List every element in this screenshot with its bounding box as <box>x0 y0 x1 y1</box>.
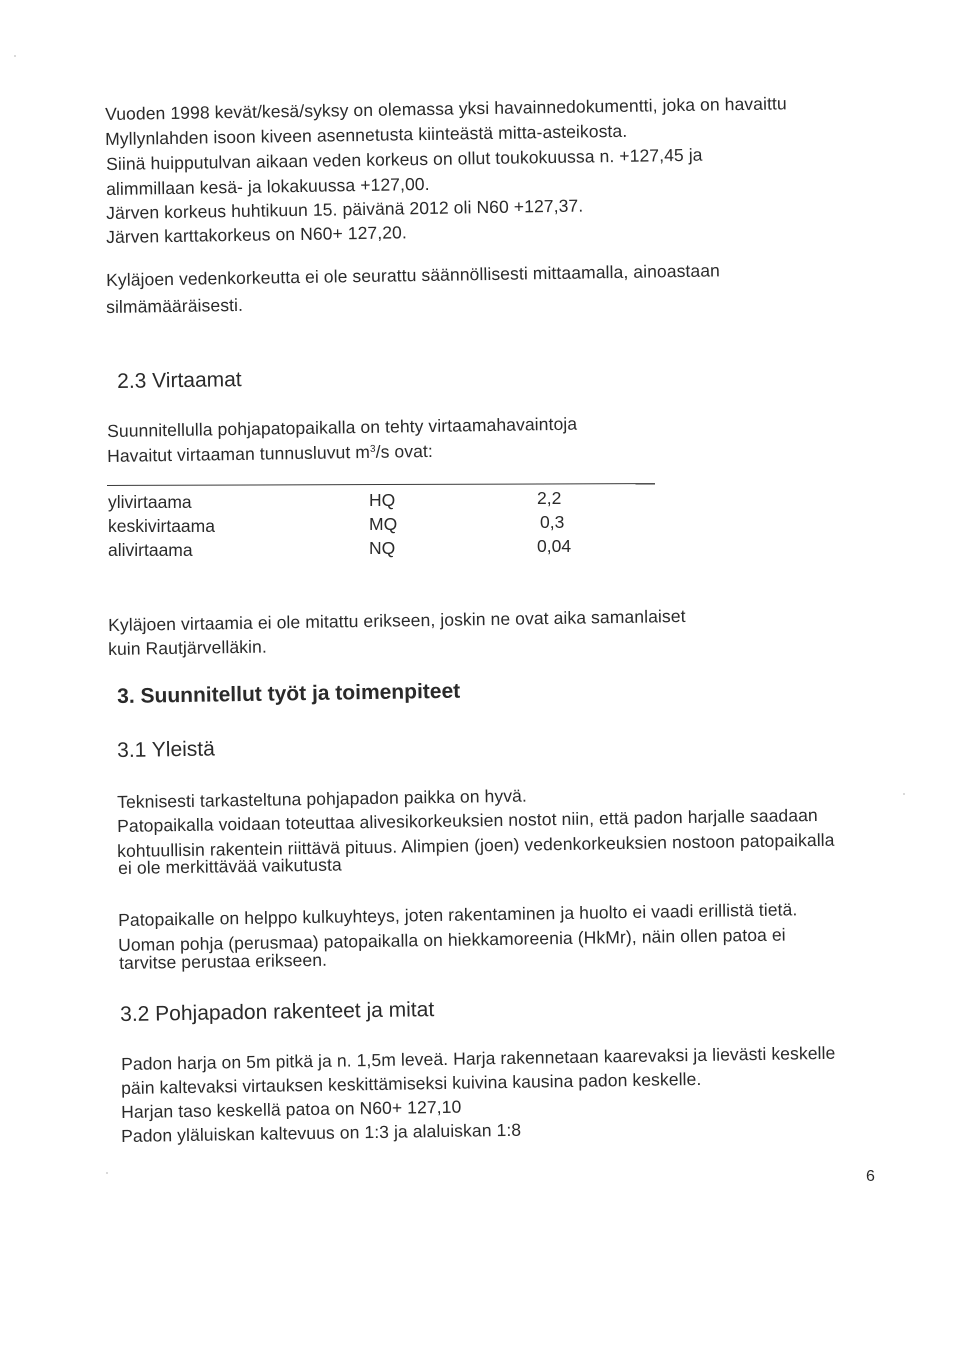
flow-note-line-2: kuin Rautjärvelläkin. <box>107 636 267 659</box>
intro-line-2: Myllynlahden isoon kiveen asennetusta kiinteästä mitta-asteikosta. <box>104 120 628 149</box>
scan-speck <box>106 1172 108 1174</box>
intro-line-1: Vuoden 1998 kevät/kesä/syksy on olemassa yksi havainnedokumentti, joka on havaittu <box>104 93 787 124</box>
structure-line-3: Harjan taso keskellä patoa on N60+ 127,10 <box>120 1096 462 1122</box>
flow-note-line-1: Kyläjoen virtaamia ei ole mitattu erikseen, joskin ne ovat aika samanlaiset <box>107 605 686 635</box>
table-row-3-name: alivirtaama <box>108 540 193 560</box>
general-para1-line-1: Teknisesti tarkasteltuna pohjapadon paikka on hyvä. <box>116 785 528 812</box>
flow-units-superscript: 3 <box>369 443 376 455</box>
table-row-1-value: 2,2 <box>537 488 562 508</box>
table-row-2-code: MQ <box>369 514 398 534</box>
flow-observation-line: Suunnitellulla pohjapatopaikalla on tehty virtaamahavaintoja <box>106 413 578 441</box>
general-para2-line-2: Uoman pohja (perusmaa) patopaikalla on hiekkamoreenia (HkMr), näin ollen patoa ei <box>117 924 786 955</box>
intro-line-6: Järven karttakorkeus on N60+ 127,20. <box>105 222 408 247</box>
general-para2-line-1: Patopaikalle on helppo kulkuyhteys, joten rakentaminen ja huolto ei vaadi erillistä tietä. <box>117 899 798 930</box>
intro-line-3: Siinä huipputulvan aikaan veden korkeus on ollut toukokuussa n. +127,45 ja <box>105 144 703 174</box>
page-number: 6 <box>866 1168 875 1185</box>
table-row-2-name: keskivirtaama <box>108 516 215 536</box>
table-top-rule <box>107 483 655 486</box>
kylajoki-level-line-2: silmämääräisesti. <box>105 294 244 317</box>
intro-line-5: Järven korkeus huhtikuun 15. päivänä 2012 oli N60 +127,37. <box>105 195 584 223</box>
intro-line-4: alimmillaan kesä- ja lokakuussa +127,00. <box>105 173 430 199</box>
structure-line-2: päin kaltevaksi virtauksen keskittämiseksi kuivina kausina padon keskelle. <box>120 1068 702 1098</box>
table-row-2-value: 0,3 <box>540 512 565 532</box>
section-3-heading: 3. Suunnitellut työt ja toimenpiteet <box>116 679 461 708</box>
table-row-1-code: HQ <box>369 490 396 510</box>
general-para1-line-4: ei ole merkittävää vaikutusta <box>117 854 342 878</box>
flow-units-line <box>106 440 434 466</box>
section-2-3-heading: 2.3 Virtaamat <box>116 368 242 393</box>
general-para1-line-3: kohtuullisin rakentein riittävä pituus. Alimpien (joen) vedenkorkeuksien nostoon patopaikalla <box>116 829 835 861</box>
flow-units-text: Havaitut virtaaman tunnusluvut m <box>106 441 371 466</box>
structure-line-1: Padon harja on 5m pitkä ja n. 1,5m leveä. Harja rakennetaan kaarevaksi ja lievästi keskelle <box>120 1042 836 1074</box>
table-row-3-code: NQ <box>369 538 396 558</box>
table-row-3-value: 0,04 <box>537 536 572 556</box>
section-3-1-heading: 3.1 Yleistä <box>116 737 216 762</box>
general-para1-line-2: Patopaikalla voidaan toteuttaa alivesikorkeuksien nostot niin, että padon harjalle saadaan <box>116 804 818 836</box>
flow-units-text-end: /s ovat: <box>375 440 434 462</box>
table-row-1-name: ylivirtaama <box>108 492 192 512</box>
scan-speck <box>903 793 905 795</box>
kylajoki-level-line-1: Kyläjoen vedenkorkeutta ei ole seurattu säännöllisesti mittaamalla, ainoastaan <box>105 260 721 290</box>
scan-speck <box>14 55 16 57</box>
section-3-2-heading: 3.2 Pohjapadon rakenteet ja mitat <box>119 998 435 1026</box>
structure-line-4: Padon yläluiskan kaltevuus on 1:3 ja alaluiskan 1:8 <box>120 1119 522 1146</box>
general-para2-line-3: tarvitse perustaa erikseen. <box>118 949 328 973</box>
